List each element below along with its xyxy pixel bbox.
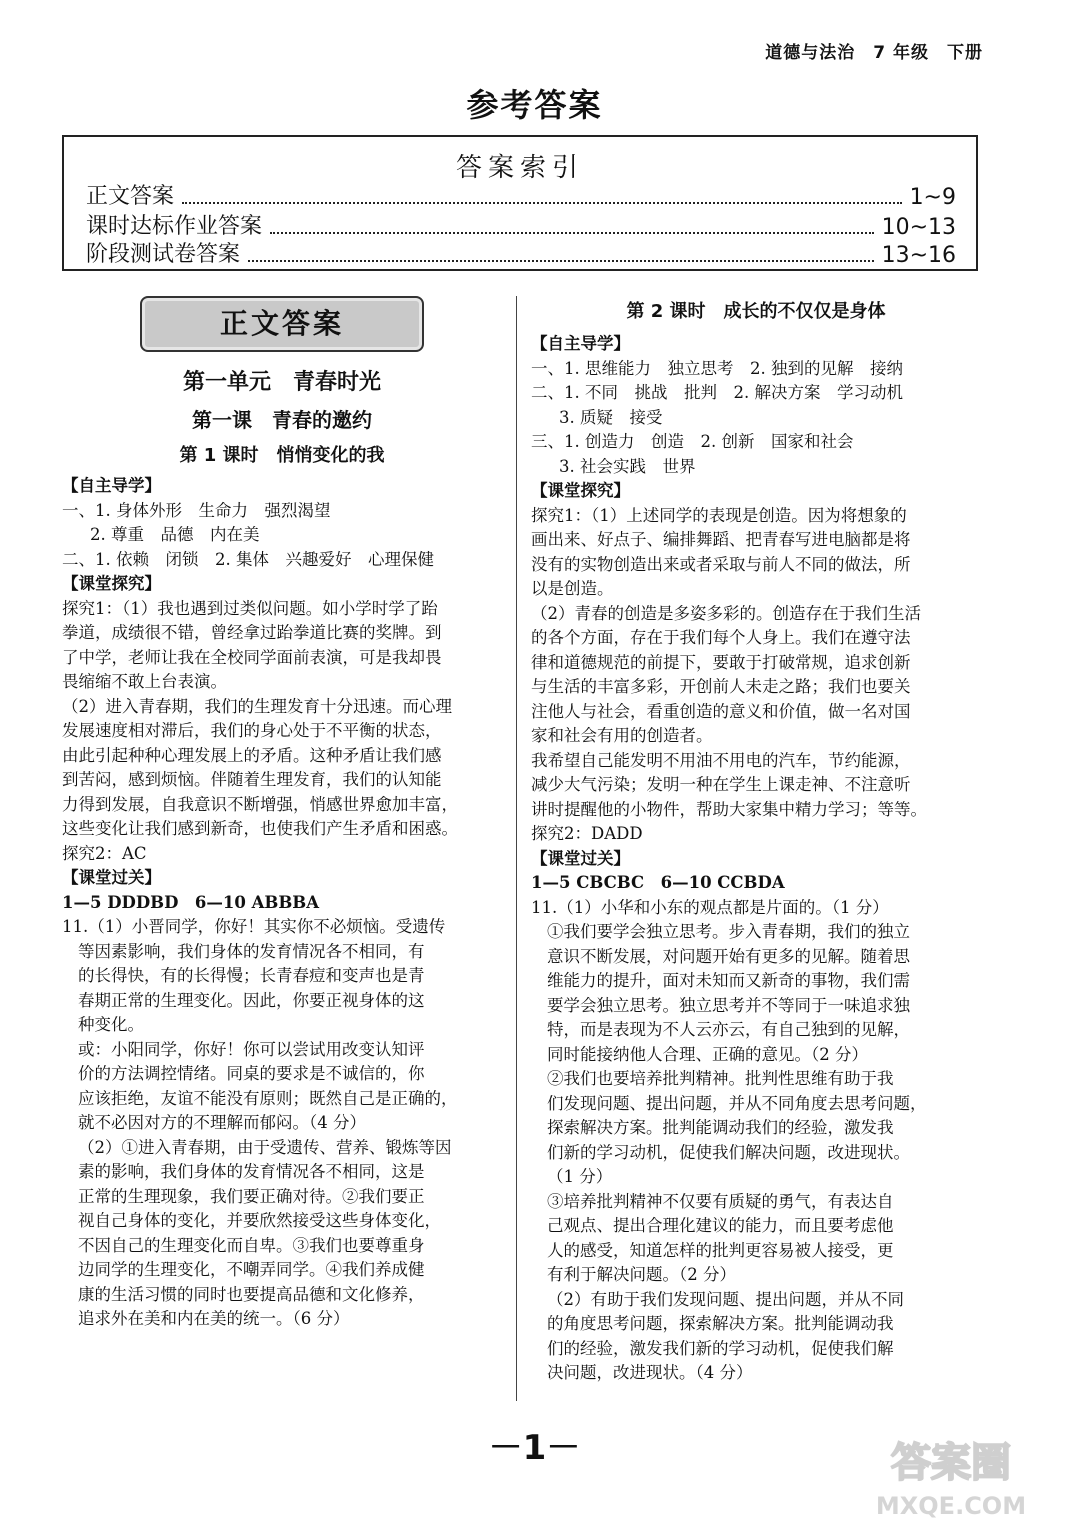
watermark-logo [851,1426,1051,1526]
answer-line: 就不必因对方的不理解而郁闷。（4 分） [78,1113,366,1132]
lesson-heading: 第一课 青春的邀约 [192,408,372,432]
section-label: 【课堂过关】 [62,868,161,887]
answer-line: ①我们要学会独立思考。步入青春期，我们的独立 [547,922,910,941]
index-pages: 10~13 [881,215,956,240]
answer-line: 素的影响，我们身体的发育情况各不相同，这是 [78,1162,425,1181]
answer-line: 价的方法调控情绪。同桌的要求是不诚信的，你 [78,1064,425,1083]
answer-line: 画出来、好点子、编排舞蹈、把青春写进电脑都是将 [531,530,911,549]
answer-line: 探究2：AC [62,843,147,863]
index-row [86,179,956,210]
answer-line: 应该拒绝，友谊不能没有原则；既然自己是正确的， [78,1088,458,1108]
left-answer-lines [62,474,502,1332]
answer-line: 二、1. 不同 挑战 批判 2. 解决方案 学习动机 [531,383,903,402]
answer-line: 有利于解决问题。（2 分） [547,1265,736,1284]
answer-line: 拳道，成绩很不错，曾经拿过跆拳道比赛的奖牌。到 [62,623,442,642]
answer-line: 探究1：（1）我也遇到过类似问题。如小学时学了跆 [62,598,438,618]
page-number: －1－ [488,1428,581,1468]
answer-line: 们的经验，激发我们新的学习动机，促使我们解 [547,1338,894,1358]
book-header: 道德与法治 7 年级 下册 [765,43,983,63]
answer-line: ③培养批判精神不仅要有质疑的勇气，有表达自 [547,1191,894,1211]
index-label: 课时达标作业答案 [86,214,263,239]
answer-line: 减少大气污染；发明一种在学生上课走神、不注意听 [531,775,911,794]
answer-line: 家和社会有用的创造者。 [531,726,713,745]
answer-line: 不因自己的生理变化而自卑。③我们也要尊重身 [78,1235,425,1255]
page-title: 参考答案 [466,86,603,124]
section-banner: 正文答案 [140,296,424,352]
index-pages: 13~16 [881,243,956,268]
answer-line: 我希望自己能发明不用油不用电的汽车，节约能源， [531,750,911,770]
answer-index-box [62,135,978,271]
leader-dots [270,232,874,234]
svg-text:MXQE.COM: MXQE.COM [875,1492,1027,1520]
index-label: 阶段测试卷答案 [86,242,241,267]
answer-line: 2. 尊重 品德 内在美 [90,525,260,544]
answer-line: （1 分） [547,1167,613,1186]
answer-line: 注他人与社会，看重创造的意义和价值，做一名对国 [531,701,911,721]
answer-line: （2）有助于我们发现问题、提出问题，并从不同 [547,1289,904,1309]
answer-line: 发展速度相对滞后，我们的身心处于不平衡的状态， [62,721,442,740]
answer-line: 3. 社会实践 世界 [559,456,696,476]
answer-line: 这些变化让我们感到新奇，也使我们产生矛盾和困惑。 [62,819,458,838]
answer-line: 己观点、提出合理化建议的能力，而且要考虑他 [547,1216,894,1235]
answer-line: 1—5 DDDBD 6—10 ABBBA [62,892,320,912]
answer-line: 的角度思考问题，探索解决方案。批判能调动我 [547,1314,894,1333]
index-heading: 答案索引 [455,153,584,183]
answer-line: 一、1. 身体外形 生命力 强烈渴望 [62,500,331,520]
answer-line: 探究1：（1）上述同学的表现是创造。因为将想象的 [531,505,907,525]
answer-line: 了中学，老师让我在全校同学面前表演，可是我却畏 [62,647,442,667]
left-column [62,366,502,1332]
index-label: 正文答案 [86,184,175,209]
answer-line: 们发现问题、提出问题，并从不同角度去思考问题， [547,1093,927,1113]
right-answer-lines [531,332,981,1386]
answer-line: 或：小阳同学，你好！你可以尝试用改变认知评 [78,1039,425,1059]
index-pages: 1~9 [909,185,956,210]
leader-dots [182,202,902,204]
index-row [86,209,956,240]
answer-line: 与生活的丰富多彩，开创前人未走之路；我们也要关 [531,677,911,696]
answer-line: 康的生活习惯的同时也要提高品德和文化修养， [78,1284,425,1304]
leader-dots [248,260,874,262]
period-heading: 第 1 课时 悄悄变化的我 [179,445,385,466]
answer-line: 三、1. 创造力 创造 2. 创新 国家和社会 [531,432,854,451]
answer-line: 11.（1）小晋同学，你好！其实你不必烦恼。受遗传 [62,917,446,936]
answer-line: 正常的生理现象，我们要正确对待。②我们要正 [78,1186,425,1206]
answer-line: 们新的学习动机，促使我们解决问题，改进现状。 [547,1142,910,1162]
answer-line: 11.（1）小华和小东的观点都是片面的。（1 分） [531,897,889,917]
period-heading: 第 2 课时 成长的不仅仅是身体 [626,301,886,322]
answer-line: 畏缩缩不敢上台表演。 [62,672,227,691]
right-column [531,298,981,1386]
answer-line: 1—5 CBCBC 6—10 CCBDA [531,873,785,892]
answer-line: 力得到发展，自我意识不断增强，悄感世界愈加丰富， [62,794,458,814]
answer-line: 种变化。 [78,1015,144,1034]
column-divider [516,296,517,1401]
answer-line: 探索解决方案。批判能调动我们的经验，激发我 [547,1118,894,1137]
answer-line: ②我们也要培养批判精神。批判性思维有助于我 [547,1069,894,1088]
section-label: 【课堂过关】 [531,848,630,868]
answer-line: （2）①进入青春期，由于受遗传、营养、锻炼等因 [78,1137,452,1157]
unit-heading: 第一单元 青春时光 [182,370,381,395]
answer-line: 等因素影响，我们身体的发育情况各不相同，有 [78,941,425,961]
answer-line: 到苦闷，感到烦恼。伴随着生理发育，我们的认知能 [62,770,442,789]
section-label: 【课堂探究】 [62,574,161,593]
answer-line: 的各个方面，存在于我们每个人身上。我们在遵守法 [531,628,911,647]
answer-line: 律和道德规范的前提下，要敢于打破常规，追求创新 [531,652,911,672]
answer-line: 3. 质疑 接受 [559,407,663,427]
section-label: 【课堂探究】 [531,481,630,500]
answer-line: 没有的实物创造出来或者采取与前人不同的做法，所 [531,554,911,574]
answer-line: 人的感受，知道怎样的批判更容易被人接受，更 [547,1240,894,1260]
answer-line: 视自己身体的变化，并要欣然接受这些身体变化， [78,1211,441,1230]
svg-text:答案圈: 答案圈 [891,1440,1011,1486]
answer-line: 边同学的生理变化，不嘲弄同学。④我们养成健 [78,1260,425,1279]
answer-line: 一、1. 思维能力 独立思考 2. 独到的见解 接纳 [531,358,903,378]
answer-line: 要学会独立思考。独立思考并不等同于一味追求独 [547,995,910,1015]
answer-line: （2）进入青春期，我们的生理发育十分迅速。而心理 [62,696,452,716]
section-label: 【自主导学】 [62,476,161,495]
answer-line: 同时能接纳他人合理、正确的意见。（2 分） [547,1044,868,1064]
answer-line: 二、1. 依赖 闭锁 2. 集体 兴趣爱好 心理保健 [62,549,434,569]
answer-line: 维能力的提升，面对未知而又新奇的事物，我们需 [547,971,910,990]
answer-line: 追求外在美和内在美的统一。（6 分） [78,1309,350,1328]
index-row [86,237,956,268]
answer-line: 以是创造。 [531,579,614,598]
answer-line: 春期正常的生理变化。因此，你要正视身体的这 [78,990,425,1010]
answer-line: 特，而是表现为不人云亦云，有自己独到的见解， [547,1020,910,1039]
answer-line: 意识不断发展，对问题开始有更多的见解。随着思 [547,946,910,966]
answer-line: 探究2：DADD [531,824,643,843]
section-label: 【自主导学】 [531,334,630,353]
answer-line: （2）青春的创造是多姿多彩的。创造存在于我们生活 [531,603,921,623]
answer-line: 的长得快，有的长得慢；长青春痘和变声也是青 [78,966,425,985]
answer-line: 讲时提醒他的小物件，帮助大家集中精力学习；等等。 [531,799,927,819]
answer-line: 决问题，改进现状。（4 分） [547,1363,753,1382]
answer-line: 由此引起种种心理发展上的矛盾。这种矛盾让我们感 [62,745,442,765]
